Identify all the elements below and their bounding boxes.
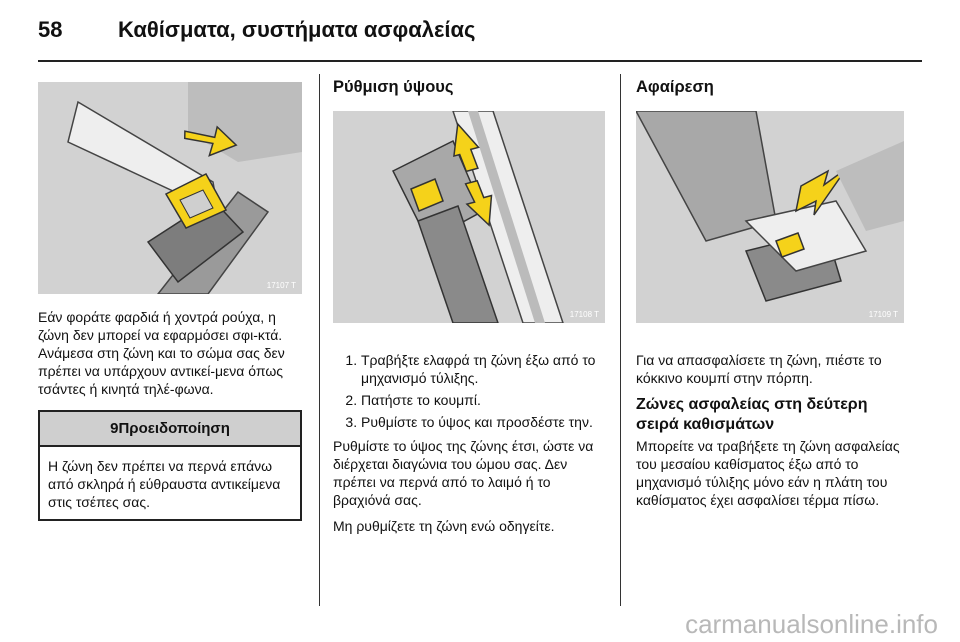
figure-label: 17109 T — [868, 310, 898, 319]
second-row-paragraph: Μπορείτε να τραβήξετε τη ζώνη ασφαλείας του μεσαίου καθίσματος έξω από το μηχανισμό τύλιξης μόνο εάν η πλάτη του καθίσματος έχει ασφαλίσει τέρμα πίσω. — [636, 438, 900, 508]
watermark: carmanualsonline.info — [685, 609, 938, 639]
column-1 — [38, 74, 302, 521]
column-2 — [333, 74, 605, 543]
list-item: 2. Πατήστε το κουμπί. — [361, 391, 605, 409]
buckle-illustration — [38, 82, 302, 294]
page-number: 58 — [38, 17, 63, 42]
column-divider-2 — [620, 74, 621, 606]
release-button-illustration — [636, 111, 904, 323]
header-rule — [38, 60, 922, 62]
clothing-paragraph: Εάν φοράτε φαρδιά ή χοντρά ρούχα, η ζώνη δεν μπορεί να εφαρμόσει σφι-κτά. Ανάμεσα στη ζώνη και το σώμα σας δεν πρέπει να υπάρχουν αντικεί-μενα όπως τσάντες ή κινητά τηλέ-φωνα. — [38, 309, 285, 397]
release-paragraph: Για να απασφαλίσετε τη ζώνη, πιέστε το κόκκινο κουμπί στην πόρπη. — [636, 352, 882, 386]
height-adjuster-illustration — [333, 111, 605, 323]
list-item: 1. Τραβήξτε ελαφρά τη ζώνη έξω από το μηχανισμό τύλιξης. — [361, 351, 605, 387]
list-item: 3. Ρυθμίστε το ύψος και προσδέστε την. — [361, 413, 605, 431]
column-divider-1 — [319, 74, 320, 606]
removal-heading: Αφαίρεση — [636, 78, 714, 96]
second-row-heading: Ζώνες ασφαλείας στη δεύτερη σειρά καθισμάτων — [636, 396, 868, 433]
warning-box — [38, 410, 302, 521]
warning-title: Προειδοποίηση — [118, 420, 230, 437]
figure-height-adjust — [333, 111, 605, 323]
adjust-paragraph: Ρυθμίστε το ύψος της ζώνης έτσι, ώστε να διέρχεται διαγώνια του ώμου σας. Δεν πρέπει να περνά από το λαιμό ή το βραχιόνά σας. — [333, 438, 594, 508]
figure-label: 17107 T — [266, 281, 296, 290]
page-header — [38, 10, 475, 50]
page-title: Καθίσματα, συστήματα ασφαλείας — [118, 17, 476, 42]
driving-note: Μη ρυθμίζετε τη ζώνη ενώ οδηγείτε. — [333, 518, 555, 534]
column-3 — [636, 74, 904, 517]
figure-removal — [636, 111, 904, 323]
warning-icon: 9 — [110, 420, 119, 437]
warning-text: Η ζώνη δεν πρέπει να περνά επάνω από σκληρά ή εύθραυστα αντικείμενα στις τσέπες σας. — [48, 458, 281, 510]
height-adjust-heading: Ρύθμιση ύψους — [333, 78, 454, 96]
warning-header — [40, 412, 300, 447]
figure-buckle-insert — [38, 82, 302, 294]
steps-list — [333, 351, 605, 431]
figure-label: 17108 T — [569, 310, 599, 319]
